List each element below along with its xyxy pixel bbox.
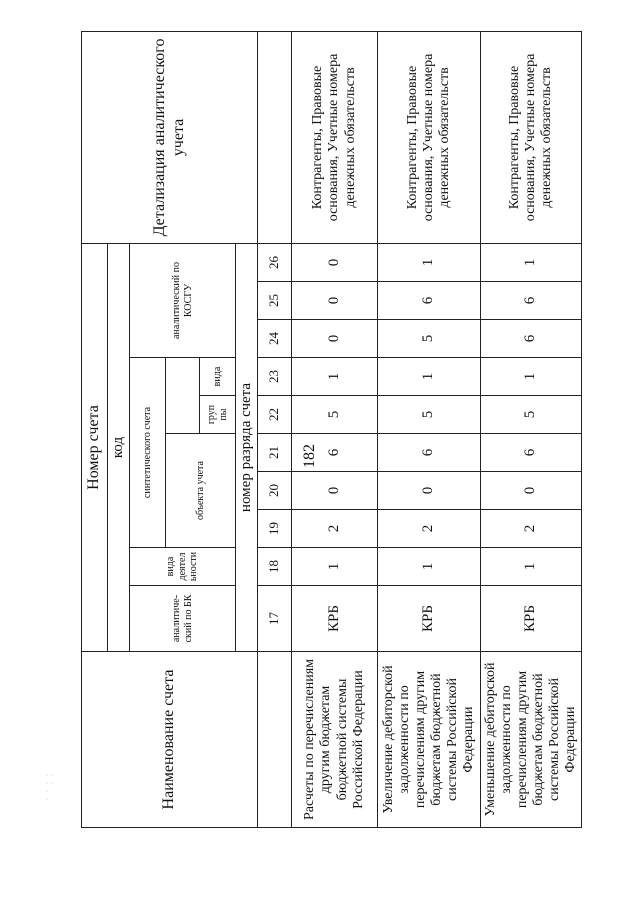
table-cell: 5: [292, 396, 378, 434]
table-row: [378, 31, 481, 827]
table-cell: 5: [378, 320, 481, 358]
table-cell: 0: [481, 472, 582, 510]
table-cell: КРБ: [292, 586, 378, 652]
col-num-spacer: [258, 652, 292, 828]
account-name: Уменьшение дебиторской задолженности по перечислениям другим бюджетам бюджетной системы Российской Федерации: [481, 652, 582, 828]
col-num-spacer: [258, 31, 292, 243]
table-row: [481, 31, 582, 827]
column-number: 22: [258, 396, 292, 434]
header-object: объекта учета: [166, 434, 236, 548]
table-cell: 1: [292, 358, 378, 396]
header-account-number: Номер счета: [82, 243, 108, 651]
table-cell: 1: [378, 358, 481, 396]
table-cell: 0: [292, 243, 378, 281]
table-cell: 1: [292, 548, 378, 586]
table-cell: 2: [481, 510, 582, 548]
column-number: 26: [258, 243, 292, 281]
account-name: Увеличение дебиторской задолженности по перечислениям другим бюджетам бюджетной системы Российской Федерации: [378, 652, 481, 828]
account-name: Расчеты по перечислениям другим бюджетам бюджетной системы Российской Федерации: [292, 652, 378, 828]
header-group: груп пы: [200, 396, 236, 434]
header-account-name: Наименование счета: [82, 652, 258, 828]
header-synthetic: синтетического счета: [130, 358, 166, 548]
column-number: 20: [258, 472, 292, 510]
table-cell: 6: [481, 320, 582, 358]
detail-cell: Контрагенты, Правовые основания, Учетные номера денежных обязательств: [378, 31, 481, 243]
detail-cell: Контрагенты, Правовые основания, Учетные номера денежных обязательств: [481, 31, 582, 243]
table-cell: 0: [292, 320, 378, 358]
account-table: [81, 31, 582, 828]
table-cell: 2: [378, 510, 481, 548]
page-number: 182: [301, 444, 318, 468]
column-number: 19: [258, 510, 292, 548]
table-cell: 6: [292, 434, 378, 472]
table-cell: 6: [481, 282, 582, 320]
scan-artifact: · · · · · ·: [46, 772, 53, 804]
column-number: 24: [258, 320, 292, 358]
header-detail: Детализация аналитического учета: [82, 31, 258, 243]
column-number: 25: [258, 282, 292, 320]
table-cell: 6: [378, 434, 481, 472]
table-cell: КРБ: [378, 586, 481, 652]
table-cell: 1: [481, 243, 582, 281]
column-number: 17: [258, 586, 292, 652]
table-row: [292, 31, 378, 827]
table-cell: 0: [292, 282, 378, 320]
header-analytic-bk: аналитический по БК: [130, 586, 236, 652]
detail-cell: Контрагенты, Правовые основания, Учетные номера денежных обязательств: [292, 31, 378, 243]
table-cell: 6: [481, 434, 582, 472]
rotated-table-container: [81, 32, 579, 828]
table-cell: 6: [378, 282, 481, 320]
table-cell: 5: [481, 396, 582, 434]
header-kind: вида: [200, 358, 236, 396]
header-code: код: [108, 243, 130, 651]
header-subcode: [166, 358, 200, 434]
table-cell: 0: [378, 472, 481, 510]
column-number: 23: [258, 358, 292, 396]
table-cell: 2: [292, 510, 378, 548]
table-cell: 0: [292, 472, 378, 510]
table-cell: 5: [378, 396, 481, 434]
table-cell: 1: [481, 358, 582, 396]
table-cell: 1: [481, 548, 582, 586]
header-razryad: номер разряда счета: [236, 243, 258, 651]
table-cell: 1: [378, 548, 481, 586]
header-kosgu: аналитический по КОСГУ: [130, 243, 236, 357]
column-number: 18: [258, 548, 292, 586]
header-activity: вида деятел ьности: [130, 548, 236, 586]
table-cell: 1: [378, 243, 481, 281]
column-number: 21: [258, 434, 292, 472]
table-cell: КРБ: [481, 586, 582, 652]
